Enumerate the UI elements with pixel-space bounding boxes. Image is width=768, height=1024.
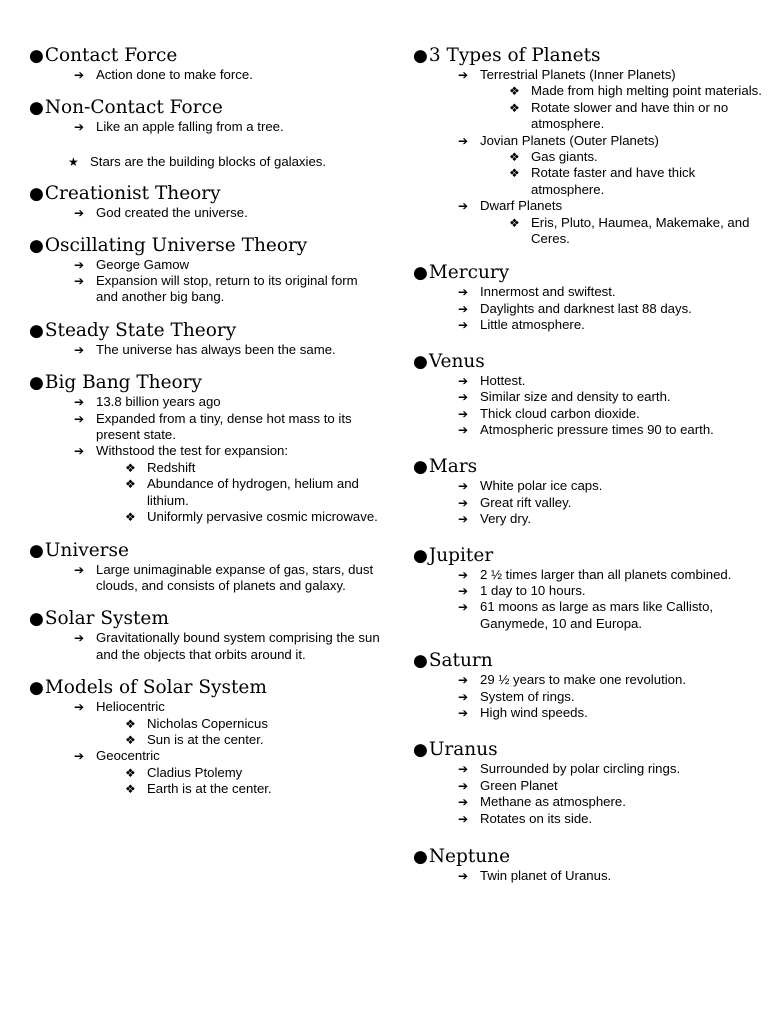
- list-item: [413, 599, 763, 632]
- list-item-text: White polar ice caps.: [480, 478, 603, 494]
- heading-title: Contact Force: [44, 45, 178, 66]
- list-item: [29, 205, 381, 221]
- list-item-text: Very dry.: [480, 511, 532, 527]
- diamond-bullet-icon: ❖: [509, 150, 520, 165]
- list-item: [413, 100, 763, 133]
- list-item-text: Gas giants.: [531, 149, 598, 165]
- arrow-bullet-icon: ➔: [74, 342, 85, 357]
- diamond-bullet-icon: ❖: [509, 215, 520, 230]
- heading-title: Mercury: [428, 262, 510, 284]
- star-bullet-icon: ★: [68, 154, 79, 169]
- list-item: [413, 83, 763, 99]
- list-item-text: System of rings.: [480, 688, 575, 704]
- bullet-dot-icon: ●: [413, 263, 428, 284]
- list-item-text: Large unimaginable expanse of gas, stars, dust clouds, and consists of planets and galaxy.: [96, 561, 374, 593]
- list-item-text: Geocentric: [96, 748, 160, 764]
- list-item-text: Little atmosphere.: [480, 317, 585, 333]
- list-item-text: Abundance of hydrogen, helium and lithium.: [147, 476, 359, 508]
- section-heading: [413, 44, 763, 67]
- list-item: [413, 406, 763, 422]
- list-item-text: Hottest.: [480, 372, 526, 388]
- arrow-bullet-icon: ➔: [458, 778, 469, 793]
- right-column: [413, 44, 763, 884]
- heading-title: Models of Solar System: [44, 677, 267, 699]
- list-item: [413, 794, 763, 810]
- heading-title: Neptune: [428, 846, 511, 867]
- section-saturn: [413, 649, 763, 721]
- list-item: [413, 373, 763, 389]
- section-heading: [29, 44, 381, 67]
- list-item: [413, 689, 763, 705]
- arrow-bullet-icon: ➔: [458, 479, 469, 494]
- list-item: [413, 761, 763, 777]
- heading-title: Oscillating Universe Theory: [44, 234, 308, 256]
- bullet-dot-icon: ●: [413, 351, 428, 372]
- section-heading: [29, 371, 381, 394]
- bullet-dot-icon: ●: [29, 678, 44, 699]
- list-item: [413, 868, 763, 884]
- list-item: [29, 716, 381, 732]
- list-item-text: Like an apple falling from a tree.: [96, 119, 284, 135]
- arrow-bullet-icon: ➔: [74, 274, 85, 289]
- diamond-bullet-icon: ❖: [509, 84, 520, 99]
- list-item-text: Innermost and swiftest.: [480, 284, 616, 300]
- arrow-bullet-icon: ➔: [74, 700, 85, 715]
- heading-title: Jupiter: [428, 544, 494, 566]
- list-item-text: Surrounded by polar circling rings.: [480, 761, 681, 777]
- heading-title: Solar System: [44, 608, 169, 630]
- list-item: [413, 778, 763, 794]
- list-item: [29, 411, 381, 444]
- section-heading: [29, 676, 381, 699]
- list-item-text: George Gamow: [96, 256, 190, 272]
- arrow-bullet-icon: ➔: [458, 422, 469, 437]
- section-oscillating-universe-theory: [29, 234, 381, 306]
- list-item-text: 1 day to 10 hours.: [480, 582, 586, 598]
- arrow-bullet-icon: ➔: [458, 301, 469, 316]
- list-item: [29, 748, 381, 764]
- heading-title: Steady State Theory: [44, 319, 237, 341]
- list-item: [29, 154, 381, 170]
- bullet-dot-icon: ●: [29, 373, 44, 394]
- section-uranus: [413, 738, 763, 827]
- list-item: [413, 67, 763, 83]
- bullet-dot-icon: ●: [413, 740, 428, 761]
- bullet-dot-icon: ●: [29, 98, 44, 119]
- list-item: [413, 583, 763, 599]
- section-big-bang-theory: [29, 371, 381, 525]
- list-item: [413, 511, 763, 527]
- list-item-text: Atmospheric pressure times 90 to earth.: [480, 421, 714, 437]
- list-item: [29, 67, 381, 83]
- section-neptune: [413, 845, 763, 884]
- list-item: [29, 273, 381, 306]
- section-creationist-theory: [29, 182, 381, 221]
- bullet-dot-icon: ●: [29, 609, 44, 630]
- section-heading: [29, 182, 381, 205]
- list-item: [29, 476, 381, 509]
- section-heading: [413, 649, 763, 672]
- list-item: [413, 811, 763, 827]
- arrow-bullet-icon: ➔: [458, 567, 469, 582]
- list-item-text: Stars are the building blocks of galaxies.: [90, 153, 327, 169]
- list-item: [413, 422, 763, 438]
- section-heading: [413, 845, 763, 868]
- list-item: [29, 342, 381, 358]
- arrow-bullet-icon: ➔: [458, 673, 469, 688]
- arrow-bullet-icon: ➔: [74, 120, 85, 135]
- list-item-text: 13.8 billion years ago: [96, 394, 221, 410]
- bullet-dot-icon: ●: [413, 847, 428, 867]
- arrow-bullet-icon: ➔: [458, 811, 469, 826]
- arrow-bullet-icon: ➔: [458, 68, 469, 82]
- arrow-bullet-icon: ➔: [74, 206, 85, 221]
- arrow-bullet-icon: ➔: [74, 631, 85, 646]
- arrow-bullet-icon: ➔: [458, 285, 469, 300]
- list-item: [413, 133, 763, 149]
- list-item-text: 29 ½ years to make one revolution.: [480, 672, 686, 688]
- list-item: [29, 509, 381, 525]
- heading-title: Uranus: [428, 739, 498, 761]
- section-heading: [29, 319, 381, 342]
- section-mars: [413, 455, 763, 527]
- list-item-text: Twin planet of Uranus.: [480, 868, 612, 883]
- section-3-types-of-planets: [413, 44, 763, 247]
- list-item-text: Redshift: [147, 459, 196, 475]
- list-item: [413, 149, 763, 165]
- list-item: [29, 732, 381, 748]
- arrow-bullet-icon: ➔: [74, 749, 85, 764]
- section-models-of-solar-system: [29, 676, 381, 797]
- list-item-text: Great rift valley.: [480, 494, 572, 510]
- arrow-bullet-icon: ➔: [458, 390, 469, 405]
- diamond-bullet-icon: ❖: [125, 460, 136, 475]
- list-item: [413, 215, 763, 248]
- list-item: [29, 119, 381, 135]
- arrow-bullet-icon: ➔: [458, 869, 469, 883]
- list-item-text: Made from high melting point materials.: [531, 83, 762, 99]
- diamond-bullet-icon: ❖: [125, 782, 136, 797]
- list-item: [29, 257, 381, 273]
- list-item-text: Thick cloud carbon dioxide.: [480, 405, 640, 421]
- list-item-text: Rotates on its side.: [480, 810, 593, 826]
- section-solar-system: [29, 607, 381, 663]
- heading-title: Venus: [428, 350, 485, 372]
- list-item-text: God created the universe.: [96, 205, 248, 221]
- heading-title: Non-Contact Force: [44, 97, 223, 119]
- section-heading: [413, 261, 763, 284]
- arrow-bullet-icon: ➔: [458, 705, 469, 720]
- section-universe: [29, 539, 381, 595]
- bullet-dot-icon: ●: [29, 184, 44, 205]
- left-column: [29, 44, 381, 798]
- arrow-bullet-icon: ➔: [458, 762, 469, 777]
- section-heading: [413, 455, 763, 478]
- list-item-text: Rotate slower and have thin or no atmosphere.: [531, 99, 729, 132]
- section-heading: [413, 738, 763, 761]
- bullet-dot-icon: ●: [413, 46, 428, 66]
- section-heading: [29, 96, 381, 119]
- list-item: [29, 460, 381, 476]
- section-heading: [413, 350, 763, 373]
- list-item-text: Methane as atmosphere.: [480, 794, 626, 810]
- list-item-text: Jovian Planets (Outer Planets): [480, 132, 659, 148]
- list-item: [29, 765, 381, 781]
- section-heading: [29, 607, 381, 630]
- list-item: [413, 478, 763, 494]
- bullet-dot-icon: ●: [413, 545, 428, 566]
- list-item: [413, 705, 763, 721]
- list-item-text: Eris, Pluto, Haumea, Makemake, and Ceres.: [531, 214, 750, 247]
- diamond-bullet-icon: ❖: [125, 716, 136, 731]
- list-item: [413, 301, 763, 317]
- section-non-contact-force: [29, 96, 381, 170]
- list-item: [413, 672, 763, 688]
- heading-title: Universe: [44, 539, 129, 561]
- bullet-dot-icon: ●: [413, 457, 428, 478]
- list-item-text: Green Planet: [480, 777, 558, 793]
- heading-title: Big Bang Theory: [44, 372, 202, 394]
- section-mercury: [413, 261, 763, 333]
- list-item: [413, 495, 763, 511]
- list-item-text: The universe has always been the same.: [96, 341, 336, 357]
- heading-title: 3 Types of Planets: [428, 45, 601, 66]
- bullet-dot-icon: ●: [29, 320, 44, 341]
- list-item-text: Cladius Ptolemy: [147, 764, 243, 780]
- heading-title: Saturn: [428, 650, 493, 672]
- list-item: [29, 394, 381, 410]
- section-contact-force: [29, 44, 381, 83]
- heading-title: Creationist Theory: [44, 183, 221, 205]
- list-item-text: Gravitationally bound system comprising the sun and the objects that orbits around it.: [96, 630, 380, 662]
- list-item: [29, 699, 381, 715]
- list-item-text: Heliocentric: [96, 699, 165, 715]
- bullet-dot-icon: ●: [29, 46, 44, 66]
- arrow-bullet-icon: ➔: [458, 406, 469, 421]
- arrow-bullet-icon: ➔: [458, 199, 469, 214]
- list-item: [413, 198, 763, 214]
- list-item-text: Similar size and density to earth.: [480, 389, 671, 405]
- arrow-bullet-icon: ➔: [458, 512, 469, 527]
- diamond-bullet-icon: ❖: [509, 100, 520, 115]
- list-item: [29, 781, 381, 797]
- list-item-text: Terrestrial Planets (Inner Planets): [480, 67, 676, 82]
- list-item-text: Action done to make force.: [96, 67, 253, 82]
- arrow-bullet-icon: ➔: [458, 495, 469, 510]
- list-item-text: 61 moons as large as mars like Callisto, Ganymede, 10 and Europa.: [480, 599, 714, 631]
- arrow-bullet-icon: ➔: [458, 795, 469, 810]
- diamond-bullet-icon: ❖: [125, 765, 136, 780]
- arrow-bullet-icon: ➔: [74, 395, 85, 410]
- list-item-text: 2 ½ times larger than all planets combined.: [480, 566, 732, 582]
- list-item: [29, 443, 381, 459]
- diamond-bullet-icon: ❖: [125, 510, 136, 525]
- list-item: [29, 562, 381, 595]
- arrow-bullet-icon: ➔: [74, 68, 85, 82]
- arrow-bullet-icon: ➔: [458, 318, 469, 333]
- list-item: [413, 389, 763, 405]
- arrow-bullet-icon: ➔: [74, 257, 85, 272]
- list-item: [29, 630, 381, 663]
- arrow-bullet-icon: ➔: [458, 689, 469, 704]
- diamond-bullet-icon: ❖: [509, 166, 520, 181]
- list-item-text: Expansion will stop, return to its original form and another big bang.: [96, 273, 358, 305]
- arrow-bullet-icon: ➔: [74, 411, 85, 426]
- bullet-dot-icon: ●: [29, 235, 44, 256]
- bullet-dot-icon: ●: [413, 651, 428, 672]
- list-item-text: Sun is at the center.: [147, 731, 264, 747]
- section-venus: [413, 350, 763, 439]
- diamond-bullet-icon: ❖: [125, 732, 136, 747]
- list-item-text: Dwarf Planets: [480, 198, 563, 214]
- bullet-dot-icon: ●: [29, 540, 44, 561]
- arrow-bullet-icon: ➔: [458, 133, 469, 148]
- section-steady-state-theory: [29, 319, 381, 358]
- list-item: [413, 317, 763, 333]
- list-item-text: Uniformly pervasive cosmic microwave.: [147, 509, 378, 525]
- heading-title: Mars: [428, 456, 478, 478]
- list-item-text: Earth is at the center.: [147, 781, 272, 797]
- arrow-bullet-icon: ➔: [74, 562, 85, 577]
- arrow-bullet-icon: ➔: [458, 583, 469, 598]
- list-item-text: Rotate faster and have thick atmosphere.: [531, 165, 696, 197]
- list-item-text: Withstood the test for expansion:: [96, 443, 289, 459]
- list-item-text: High wind speeds.: [480, 704, 588, 720]
- list-item: [413, 165, 763, 198]
- diamond-bullet-icon: ❖: [125, 477, 136, 492]
- section-heading: [29, 539, 381, 562]
- section-heading: [29, 234, 381, 257]
- arrow-bullet-icon: ➔: [458, 373, 469, 388]
- section-heading: [413, 544, 763, 567]
- list-item-text: Expanded from a tiny, dense hot mass to its present state.: [96, 410, 352, 443]
- list-item-text: Nicholas Copernicus: [147, 715, 268, 731]
- list-item: [413, 284, 763, 300]
- arrow-bullet-icon: ➔: [74, 444, 85, 459]
- section-jupiter: [413, 544, 763, 633]
- list-item-text: Daylights and darknest last 88 days.: [480, 300, 692, 316]
- list-item: [413, 567, 763, 583]
- arrow-bullet-icon: ➔: [458, 600, 469, 615]
